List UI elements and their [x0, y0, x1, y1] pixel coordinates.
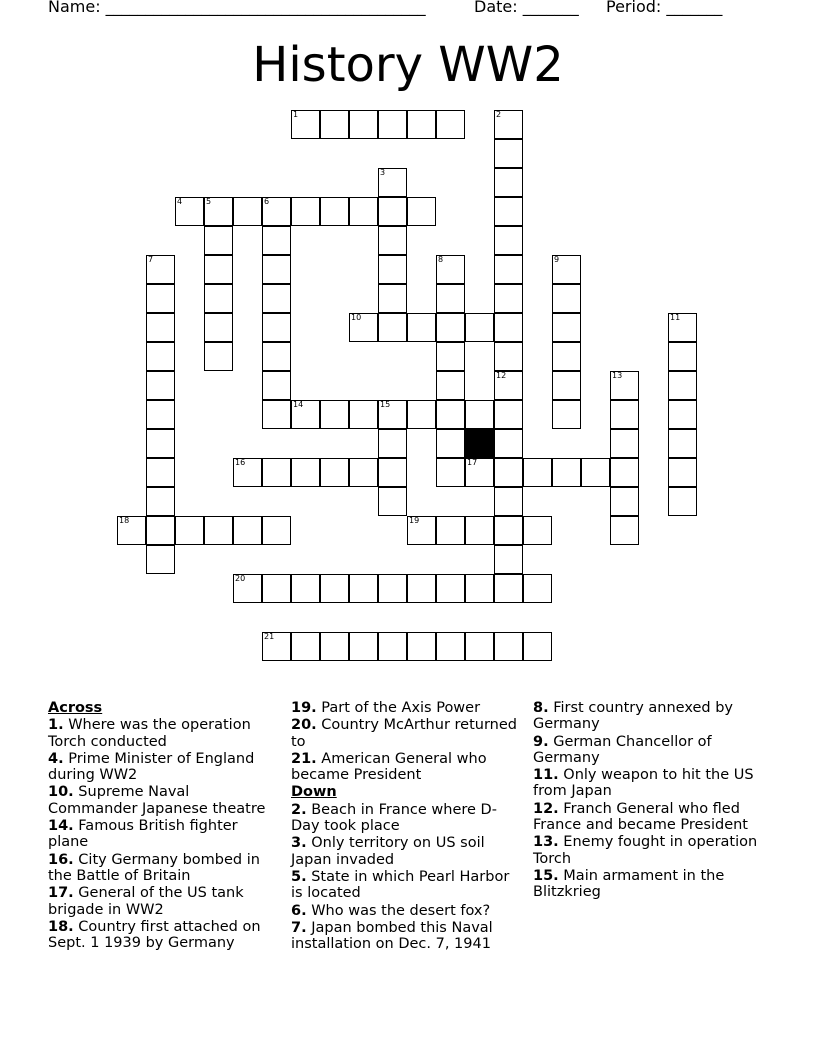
- crossword-cell[interactable]: [378, 110, 407, 139]
- crossword-cell[interactable]: [610, 487, 639, 516]
- crossword-cell[interactable]: [436, 255, 465, 284]
- down-clue: 15. Main armament in the Blitzkrieg: [533, 867, 725, 901]
- cell-number: 6: [264, 197, 270, 206]
- crossword-cell[interactable]: [407, 632, 436, 661]
- across-clue: 21. American General who became President: [291, 750, 487, 784]
- clues-column-3: [533, 700, 765, 902]
- down-clue: 9. German Chancellor of Germany: [533, 733, 712, 766]
- down-clue: 11. Only weapon to hit the US from Japan: [533, 767, 754, 800]
- crossword-cell[interactable]: [146, 371, 175, 400]
- crossword-cell[interactable]: [523, 574, 552, 603]
- crossword-cell[interactable]: [610, 458, 639, 487]
- crossword-cell[interactable]: [436, 313, 465, 342]
- crossword-cell[interactable]: [407, 110, 436, 139]
- crossword-cell[interactable]: [291, 110, 320, 139]
- crossword-cell[interactable]: [204, 226, 233, 255]
- across-clue: 1. Where was the operation Torch conducted: [48, 717, 251, 750]
- crossword-cell[interactable]: [262, 313, 291, 342]
- crossword-cell[interactable]: [668, 400, 697, 429]
- crossword-cell[interactable]: [552, 284, 581, 313]
- crossword-cell[interactable]: [378, 632, 407, 661]
- down-clue: 7. Japan bombed this Naval installation on Dec. 7, 1941: [291, 919, 493, 953]
- crossword-cell[interactable]: [523, 458, 552, 487]
- crossword-cell[interactable]: [204, 284, 233, 313]
- crossword-cell[interactable]: [552, 342, 581, 371]
- name-field[interactable]: Name: ________________________________________: [48, 0, 426, 16]
- down-clue: 12. Franch General who fled France and became President: [533, 800, 748, 834]
- crossword-cell[interactable]: [465, 400, 494, 429]
- crossword-cell[interactable]: [494, 226, 523, 255]
- crossword-cell[interactable]: [349, 458, 378, 487]
- crossword-cell[interactable]: [378, 168, 407, 197]
- crossword-cell[interactable]: [262, 371, 291, 400]
- crossword-cell[interactable]: [494, 197, 523, 226]
- crossword-cell[interactable]: [436, 342, 465, 371]
- crossword-cell[interactable]: [494, 168, 523, 197]
- crossword-cell[interactable]: [117, 516, 146, 545]
- crossword-cell[interactable]: [349, 313, 378, 342]
- cell-number: 19: [409, 516, 420, 525]
- crossword-cell[interactable]: [262, 516, 291, 545]
- crossword-cell[interactable]: [262, 226, 291, 255]
- crossword-cell[interactable]: [262, 342, 291, 371]
- across-clue: 4. Prime Minister of England during WW2: [48, 750, 255, 784]
- crossword-cell[interactable]: [407, 516, 436, 545]
- down-clue: 3. Only territory on US soil Japan invaded: [291, 835, 485, 868]
- crossword-cell[interactable]: [146, 487, 175, 516]
- crossword-cell[interactable]: [494, 255, 523, 284]
- cell-number: 12: [496, 371, 507, 380]
- crossword-cell[interactable]: [552, 400, 581, 429]
- crossword-cell[interactable]: [291, 400, 320, 429]
- crossword-cell[interactable]: [349, 632, 378, 661]
- crossword-cell[interactable]: [146, 400, 175, 429]
- across-clue: 20. Country McArthur returned to: [291, 717, 517, 750]
- across-clue: 14. Famous British fighter plane: [48, 818, 238, 851]
- crossword-cell[interactable]: [523, 632, 552, 661]
- cell-number: 10: [351, 313, 362, 322]
- crossword-cell[interactable]: [349, 574, 378, 603]
- crossword-cell[interactable]: [146, 284, 175, 313]
- crossword-cell[interactable]: [436, 458, 465, 487]
- crossword-cell[interactable]: [494, 139, 523, 168]
- crossword-cell[interactable]: [465, 632, 494, 661]
- crossword-cell[interactable]: [146, 429, 175, 458]
- crossword-cell[interactable]: [204, 255, 233, 284]
- crossword-cell[interactable]: [378, 458, 407, 487]
- crossword-cell[interactable]: [407, 400, 436, 429]
- crossword-cell[interactable]: [146, 313, 175, 342]
- crossword-cell[interactable]: [146, 255, 175, 284]
- down-clue: 13. Enemy fought in operation Torch: [533, 834, 758, 867]
- cell-number: 17: [467, 458, 478, 467]
- cell-number: 5: [206, 197, 212, 206]
- across-clue: 18. Country first attached on Sept. 1 1939 by Germany: [48, 918, 261, 952]
- crossword-cell[interactable]: [378, 487, 407, 516]
- cell-number: 15: [380, 400, 391, 409]
- crossword-cell[interactable]: [494, 487, 523, 516]
- crossword-cell[interactable]: [494, 110, 523, 139]
- cell-number: 16: [235, 458, 246, 467]
- crossword-cell[interactable]: [668, 429, 697, 458]
- crossword-cell[interactable]: [146, 342, 175, 371]
- crossword-cell[interactable]: [494, 545, 523, 574]
- crossword-cell[interactable]: [349, 110, 378, 139]
- crossword-cell[interactable]: [436, 400, 465, 429]
- crossword-cell[interactable]: [436, 371, 465, 400]
- crossword-cell[interactable]: [494, 342, 523, 371]
- crossword-cell[interactable]: [407, 574, 436, 603]
- crossword-cell[interactable]: [610, 429, 639, 458]
- crossword-cell[interactable]: [233, 458, 262, 487]
- crossword-cell[interactable]: [320, 632, 349, 661]
- crossword-cell[interactable]: [436, 110, 465, 139]
- down-heading: Down: [291, 784, 337, 801]
- crossword-cell[interactable]: [407, 197, 436, 226]
- crossword-cell[interactable]: [262, 197, 291, 226]
- cell-number: 7: [148, 255, 154, 264]
- crossword-cell[interactable]: [262, 284, 291, 313]
- cell-number: 2: [496, 110, 502, 119]
- crossword-cell[interactable]: [668, 313, 697, 342]
- crossword-cell[interactable]: [146, 516, 175, 545]
- crossword-cell[interactable]: [494, 458, 523, 487]
- crossword-cell[interactable]: [610, 371, 639, 400]
- crossword-cell[interactable]: [233, 197, 262, 226]
- cell-number: 4: [177, 197, 183, 206]
- page-title: History WW2: [252, 37, 564, 93]
- cell-number: 13: [612, 371, 623, 380]
- cell-number: 21: [264, 632, 275, 641]
- crossword-cell[interactable]: [436, 429, 465, 458]
- crossword-cell[interactable]: [465, 516, 494, 545]
- cell-number: 8: [438, 255, 444, 264]
- crossword-cell[interactable]: [146, 458, 175, 487]
- crossword-cell[interactable]: [378, 313, 407, 342]
- crossword-cell[interactable]: [552, 313, 581, 342]
- crossword-cell[interactable]: [668, 458, 697, 487]
- crossword-cell[interactable]: [494, 371, 523, 400]
- cell-number: 18: [119, 516, 130, 525]
- crossword-cell[interactable]: [320, 400, 349, 429]
- across-heading: Across: [48, 700, 103, 716]
- across-clue: 16. City Germany bombed in the Battle of Britain: [48, 851, 260, 884]
- crossword-cell[interactable]: [175, 516, 204, 545]
- crossword-cell[interactable]: [262, 458, 291, 487]
- crossword-cell[interactable]: [291, 574, 320, 603]
- crossword-cell[interactable]: [378, 255, 407, 284]
- crossword-cell[interactable]: [378, 226, 407, 255]
- crossword-block: [465, 429, 494, 458]
- crossword-cell[interactable]: [262, 632, 291, 661]
- down-clue: 5. State in which Pearl Harbor is located: [291, 868, 510, 902]
- crossword-cell[interactable]: [320, 197, 349, 226]
- cell-number: 20: [235, 574, 246, 583]
- crossword-cell[interactable]: [262, 400, 291, 429]
- crossword-cell[interactable]: [552, 255, 581, 284]
- crossword-cell[interactable]: [378, 429, 407, 458]
- crossword-cell[interactable]: [204, 342, 233, 371]
- down-clue: 6. Who was the desert fox?: [291, 902, 491, 919]
- period-field[interactable]: Period: _______: [606, 0, 723, 16]
- crossword-cell[interactable]: [668, 342, 697, 371]
- crossword-cell[interactable]: [494, 284, 523, 313]
- crossword-cell[interactable]: [465, 313, 494, 342]
- crossword-cell[interactable]: [610, 400, 639, 429]
- crossword-cell[interactable]: [494, 400, 523, 429]
- crossword-cell[interactable]: [610, 516, 639, 545]
- crossword-cell[interactable]: [291, 197, 320, 226]
- crossword-cell[interactable]: [494, 516, 523, 545]
- crossword-cell[interactable]: [436, 632, 465, 661]
- crossword-cell[interactable]: [291, 458, 320, 487]
- crossword-cell[interactable]: [262, 255, 291, 284]
- cell-number: 9: [554, 255, 560, 264]
- crossword-cell[interactable]: [320, 110, 349, 139]
- crossword-cell[interactable]: [349, 197, 378, 226]
- crossword-cell[interactable]: [494, 574, 523, 603]
- crossword-cell[interactable]: [494, 429, 523, 458]
- crossword-cell[interactable]: [552, 458, 581, 487]
- crossword-cell[interactable]: [146, 545, 175, 574]
- crossword-cell[interactable]: [668, 487, 697, 516]
- crossword-cell[interactable]: [291, 632, 320, 661]
- crossword-cell[interactable]: [465, 574, 494, 603]
- down-clue: 2. Beach in France where D-Day took place: [291, 801, 497, 835]
- crossword-cell[interactable]: [436, 574, 465, 603]
- crossword-cell[interactable]: [262, 574, 291, 603]
- crossword-cell[interactable]: [320, 458, 349, 487]
- cell-number: 14: [293, 400, 304, 409]
- across-clue: 19. Part of the Axis Power: [291, 700, 481, 716]
- crossword-cell[interactable]: [407, 313, 436, 342]
- crossword-cell[interactable]: [378, 197, 407, 226]
- crossword-cell[interactable]: [552, 371, 581, 400]
- crossword-cell[interactable]: [436, 284, 465, 313]
- crossword-cell[interactable]: [494, 632, 523, 661]
- across-clue: 17. General of the US tank brigade in WW2: [48, 885, 244, 918]
- crossword-cell[interactable]: [378, 400, 407, 429]
- clues-column-1: [48, 700, 280, 952]
- crossword-cell[interactable]: [349, 400, 378, 429]
- crossword-cell[interactable]: [204, 516, 233, 545]
- crossword-cell[interactable]: [523, 516, 552, 545]
- crossword-cell[interactable]: [320, 574, 349, 603]
- cell-number: 3: [380, 168, 386, 177]
- crossword-cell[interactable]: [581, 458, 610, 487]
- crossword-cell[interactable]: [233, 574, 262, 603]
- crossword-cell[interactable]: [668, 371, 697, 400]
- crossword-cell[interactable]: [378, 574, 407, 603]
- cell-number: 1: [293, 110, 299, 119]
- cell-number: 11: [670, 313, 681, 322]
- date-field[interactable]: Date: _______: [474, 0, 579, 16]
- down-clue: 8. First country annexed by Germany: [533, 700, 733, 733]
- crossword-cell[interactable]: [204, 313, 233, 342]
- crossword-cell[interactable]: [233, 516, 262, 545]
- crossword-cell[interactable]: [378, 284, 407, 313]
- crossword-cell[interactable]: [204, 197, 233, 226]
- crossword-cell[interactable]: [494, 313, 523, 342]
- across-clue: 10. Supreme Naval Commander Japanese theatre: [48, 784, 266, 817]
- crossword-cell[interactable]: [175, 197, 204, 226]
- crossword-cell[interactable]: [436, 516, 465, 545]
- clues-column-2: [291, 700, 523, 953]
- crossword-cell[interactable]: [465, 458, 494, 487]
